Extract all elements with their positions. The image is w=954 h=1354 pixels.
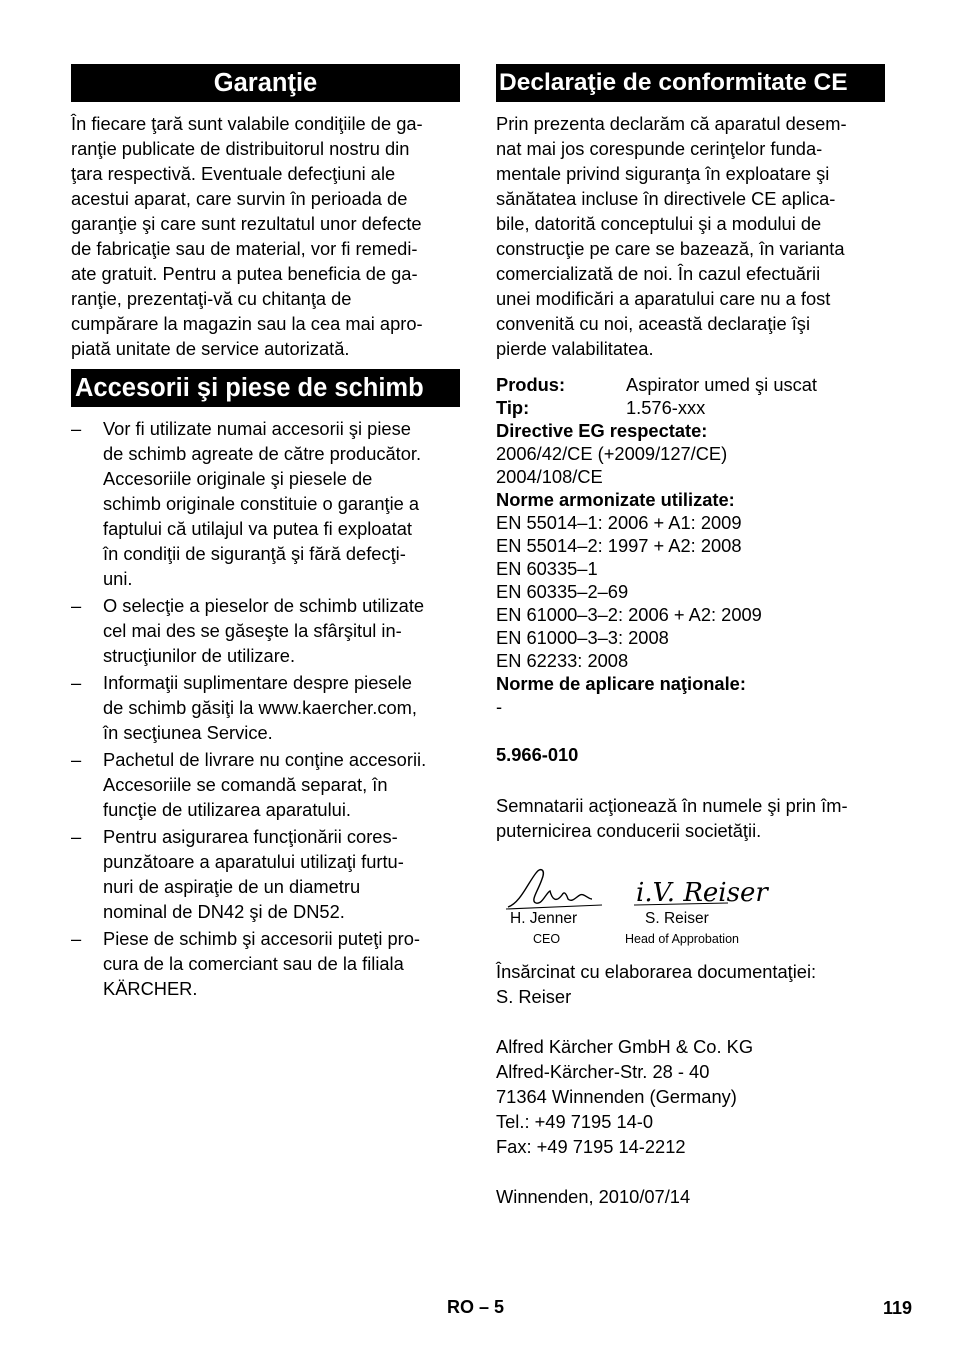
text-line: piată unitate de service autorizată. bbox=[71, 338, 350, 359]
text-line: Prin prezenta declarăm că aparatul desem- bbox=[496, 113, 847, 134]
text-line: ate gratuit. Pentru a putea beneficia de ga- bbox=[71, 263, 418, 284]
norm-item: EN 61000–3–2: 2006 + A2: 2009 bbox=[496, 604, 762, 625]
text-line: S. Reiser bbox=[496, 986, 572, 1007]
text-line: Pachetul de livrare nu conţine accesorii. bbox=[103, 749, 427, 770]
reiser-signature bbox=[634, 867, 768, 913]
signer1-name: H. Jenner bbox=[510, 910, 578, 927]
list-item bbox=[71, 747, 460, 822]
document-code: 5.966-010 bbox=[496, 744, 579, 765]
text-line: de fabricaţie sau de material, vor fi remedi- bbox=[71, 238, 418, 259]
norm-item: EN 60335–1 bbox=[496, 558, 598, 579]
signer1-role: CEO bbox=[533, 932, 561, 946]
text-line: Informaţii suplimentare despre piesele bbox=[103, 672, 412, 693]
text-line: O selecţie a pieselor de schimb utilizate bbox=[103, 595, 425, 616]
list-item bbox=[71, 926, 460, 1001]
warranty-heading: Garanţie bbox=[71, 64, 460, 102]
text-line: construcţie pe care se bazează, în varianta bbox=[496, 238, 845, 259]
text-line: Alfred Kärcher GmbH & Co. KG bbox=[496, 1036, 754, 1057]
bullet-dash: – bbox=[71, 418, 82, 439]
text-line: în secţiunea Service. bbox=[103, 722, 273, 743]
norm-item: EN 55014–2: 1997 + A2: 2008 bbox=[496, 535, 742, 556]
bullet-dash: – bbox=[71, 826, 82, 847]
text-line: pierde valabilitatea. bbox=[496, 338, 654, 359]
accessories-list bbox=[71, 416, 460, 1001]
type-row bbox=[496, 396, 885, 419]
signer2-role: Head of Approbation bbox=[625, 932, 739, 946]
jenner-signature bbox=[506, 863, 606, 915]
place-date: Winnenden, 2010/07/14 bbox=[496, 1186, 691, 1207]
bullet-dash: – bbox=[71, 672, 82, 693]
text-line: ţara respectivă. Eventuale defecţiuni ale bbox=[71, 163, 396, 184]
text-line: strucţiunilor de utilizare. bbox=[103, 645, 296, 666]
text-line: nominal de DN42 şi de DN52. bbox=[103, 901, 345, 922]
text-line: convenită cu noi, această declaraţie îşi bbox=[496, 313, 811, 334]
list-item bbox=[71, 670, 460, 745]
text-line: acestui aparat, care survin în perioada de bbox=[71, 188, 408, 209]
bullet-dash: – bbox=[71, 749, 82, 770]
conformity-intro bbox=[496, 111, 885, 361]
signatories-text bbox=[496, 793, 885, 843]
text-line: Accesoriile se comandă separat, în bbox=[103, 774, 388, 795]
type-label: Tip: bbox=[496, 397, 530, 418]
right-column bbox=[496, 64, 885, 1209]
text-line: În fiecare ţară sunt valabile condiţiile de ga- bbox=[71, 113, 423, 134]
text-line: de schimb agreate de către producător. bbox=[103, 443, 422, 464]
product-label: Produs: bbox=[496, 374, 566, 395]
text-line: funcţie de utilizarea aparatului. bbox=[103, 799, 351, 820]
norms-label: Norme armonizate utilizate: bbox=[496, 489, 735, 510]
text-line: Alfred-Kärcher-Str. 28 - 40 bbox=[496, 1061, 710, 1082]
list-item bbox=[71, 824, 460, 924]
warranty-text bbox=[71, 111, 460, 361]
footer-page-number: 119 bbox=[882, 1298, 912, 1318]
text-line: mentale privind siguranţa în exploatare şi bbox=[496, 163, 830, 184]
directives-label: Directive EG respectate: bbox=[496, 420, 708, 441]
norm-item: EN 60335–2–69 bbox=[496, 581, 629, 602]
list-item bbox=[71, 593, 460, 668]
text-line: faptului că utilajul va putea fi exploatat bbox=[103, 518, 412, 539]
text-line: Vor fi utilizate numai accesorii şi piese bbox=[103, 418, 411, 439]
text-line: bile, datorită conceptului şi a modului de bbox=[496, 213, 822, 234]
text-line: Piese de schimb şi accesorii puteţi pro- bbox=[103, 928, 421, 949]
signer2-name: S. Reiser bbox=[645, 910, 709, 927]
text-line: nat mai jos corespunde cerinţelor funda- bbox=[496, 138, 823, 159]
documentation-responsible bbox=[496, 959, 885, 1009]
text-line: schimb originale constituie o garanţie a bbox=[103, 493, 420, 514]
text-line: 71364 Winnenden (Germany) bbox=[496, 1086, 737, 1107]
company-address bbox=[496, 1034, 885, 1159]
text-line: ranţie, prezentaţi-vă cu chitanţa de bbox=[71, 288, 352, 309]
product-info bbox=[496, 373, 885, 718]
text-line: Însărcinat cu elaborarea documentaţiei: bbox=[496, 961, 817, 982]
national-norms-value: - bbox=[496, 696, 503, 717]
product-row bbox=[496, 373, 885, 396]
signature-block bbox=[496, 863, 885, 959]
left-column bbox=[71, 64, 460, 1003]
text-line: cel mai des se găseşte la sfârşitul in- bbox=[103, 620, 402, 641]
norm-item: EN 61000–3–3: 2008 bbox=[496, 627, 669, 648]
conformity-heading: Declaraţie de conformitate CE bbox=[496, 64, 885, 102]
text-line: punzătoare a aparatului utilizaţi furtu- bbox=[103, 851, 404, 872]
text-line: nuri de aspiraţie de un diametru bbox=[103, 876, 361, 897]
text-line: Semnatarii acţionează în numele şi prin îm- bbox=[496, 795, 848, 816]
directive-item: 2006/42/CE (+2009/127/CE) bbox=[496, 443, 728, 464]
national-norms-label: Norme de aplicare naţionale: bbox=[496, 673, 746, 694]
text-line: garanţie şi care sunt rezultatul unor defecte bbox=[71, 213, 422, 234]
type-value: 1.576-xxx bbox=[626, 397, 706, 418]
text-line: Accesoriile originale şi piesele de bbox=[103, 468, 373, 489]
reiser-signature-text: i.V. Reiser bbox=[636, 878, 768, 908]
text-line: Pentru asigurarea funcţionării cores- bbox=[103, 826, 398, 847]
text-line: de schimb găsiţi la www.kaercher.com, bbox=[103, 697, 417, 718]
text-line: unei modificări a aparatului care nu a fost bbox=[496, 288, 831, 309]
text-line: Fax: +49 7195 14-2212 bbox=[496, 1136, 686, 1157]
text-line: comercializată de noi. În cazul efectuării bbox=[496, 263, 821, 284]
norm-item: EN 62233: 2008 bbox=[496, 650, 629, 671]
text-line: cura de la comerciant sau de la filiala bbox=[103, 953, 404, 974]
bullet-dash: – bbox=[71, 928, 82, 949]
text-line: uni. bbox=[103, 568, 133, 589]
list-item bbox=[71, 416, 460, 591]
accessories-heading: Accesorii şi piese de schimb bbox=[71, 369, 460, 407]
text-line: Tel.: +49 7195 14-0 bbox=[496, 1111, 654, 1132]
text-line: sănătatea incluse în directivele CE aplica- bbox=[496, 188, 836, 209]
footer-language-code: RO – 5 bbox=[447, 1297, 505, 1317]
text-line: KÄRCHER. bbox=[103, 978, 198, 999]
directive-item: 2004/108/CE bbox=[496, 466, 603, 487]
text-line: ranţie publicate de distribuitorul nostru din bbox=[71, 138, 410, 159]
text-line: cumpărare la magazin sau la cea mai apro- bbox=[71, 313, 423, 334]
product-value: Aspirator umed şi uscat bbox=[626, 374, 818, 395]
bullet-dash: – bbox=[71, 595, 82, 616]
text-line: în condiţii de siguranţă şi fără defecţi- bbox=[103, 543, 406, 564]
text-line: puternicirea conducerii societăţii. bbox=[496, 820, 762, 841]
norm-item: EN 55014–1: 2006 + A1: 2009 bbox=[496, 512, 742, 533]
